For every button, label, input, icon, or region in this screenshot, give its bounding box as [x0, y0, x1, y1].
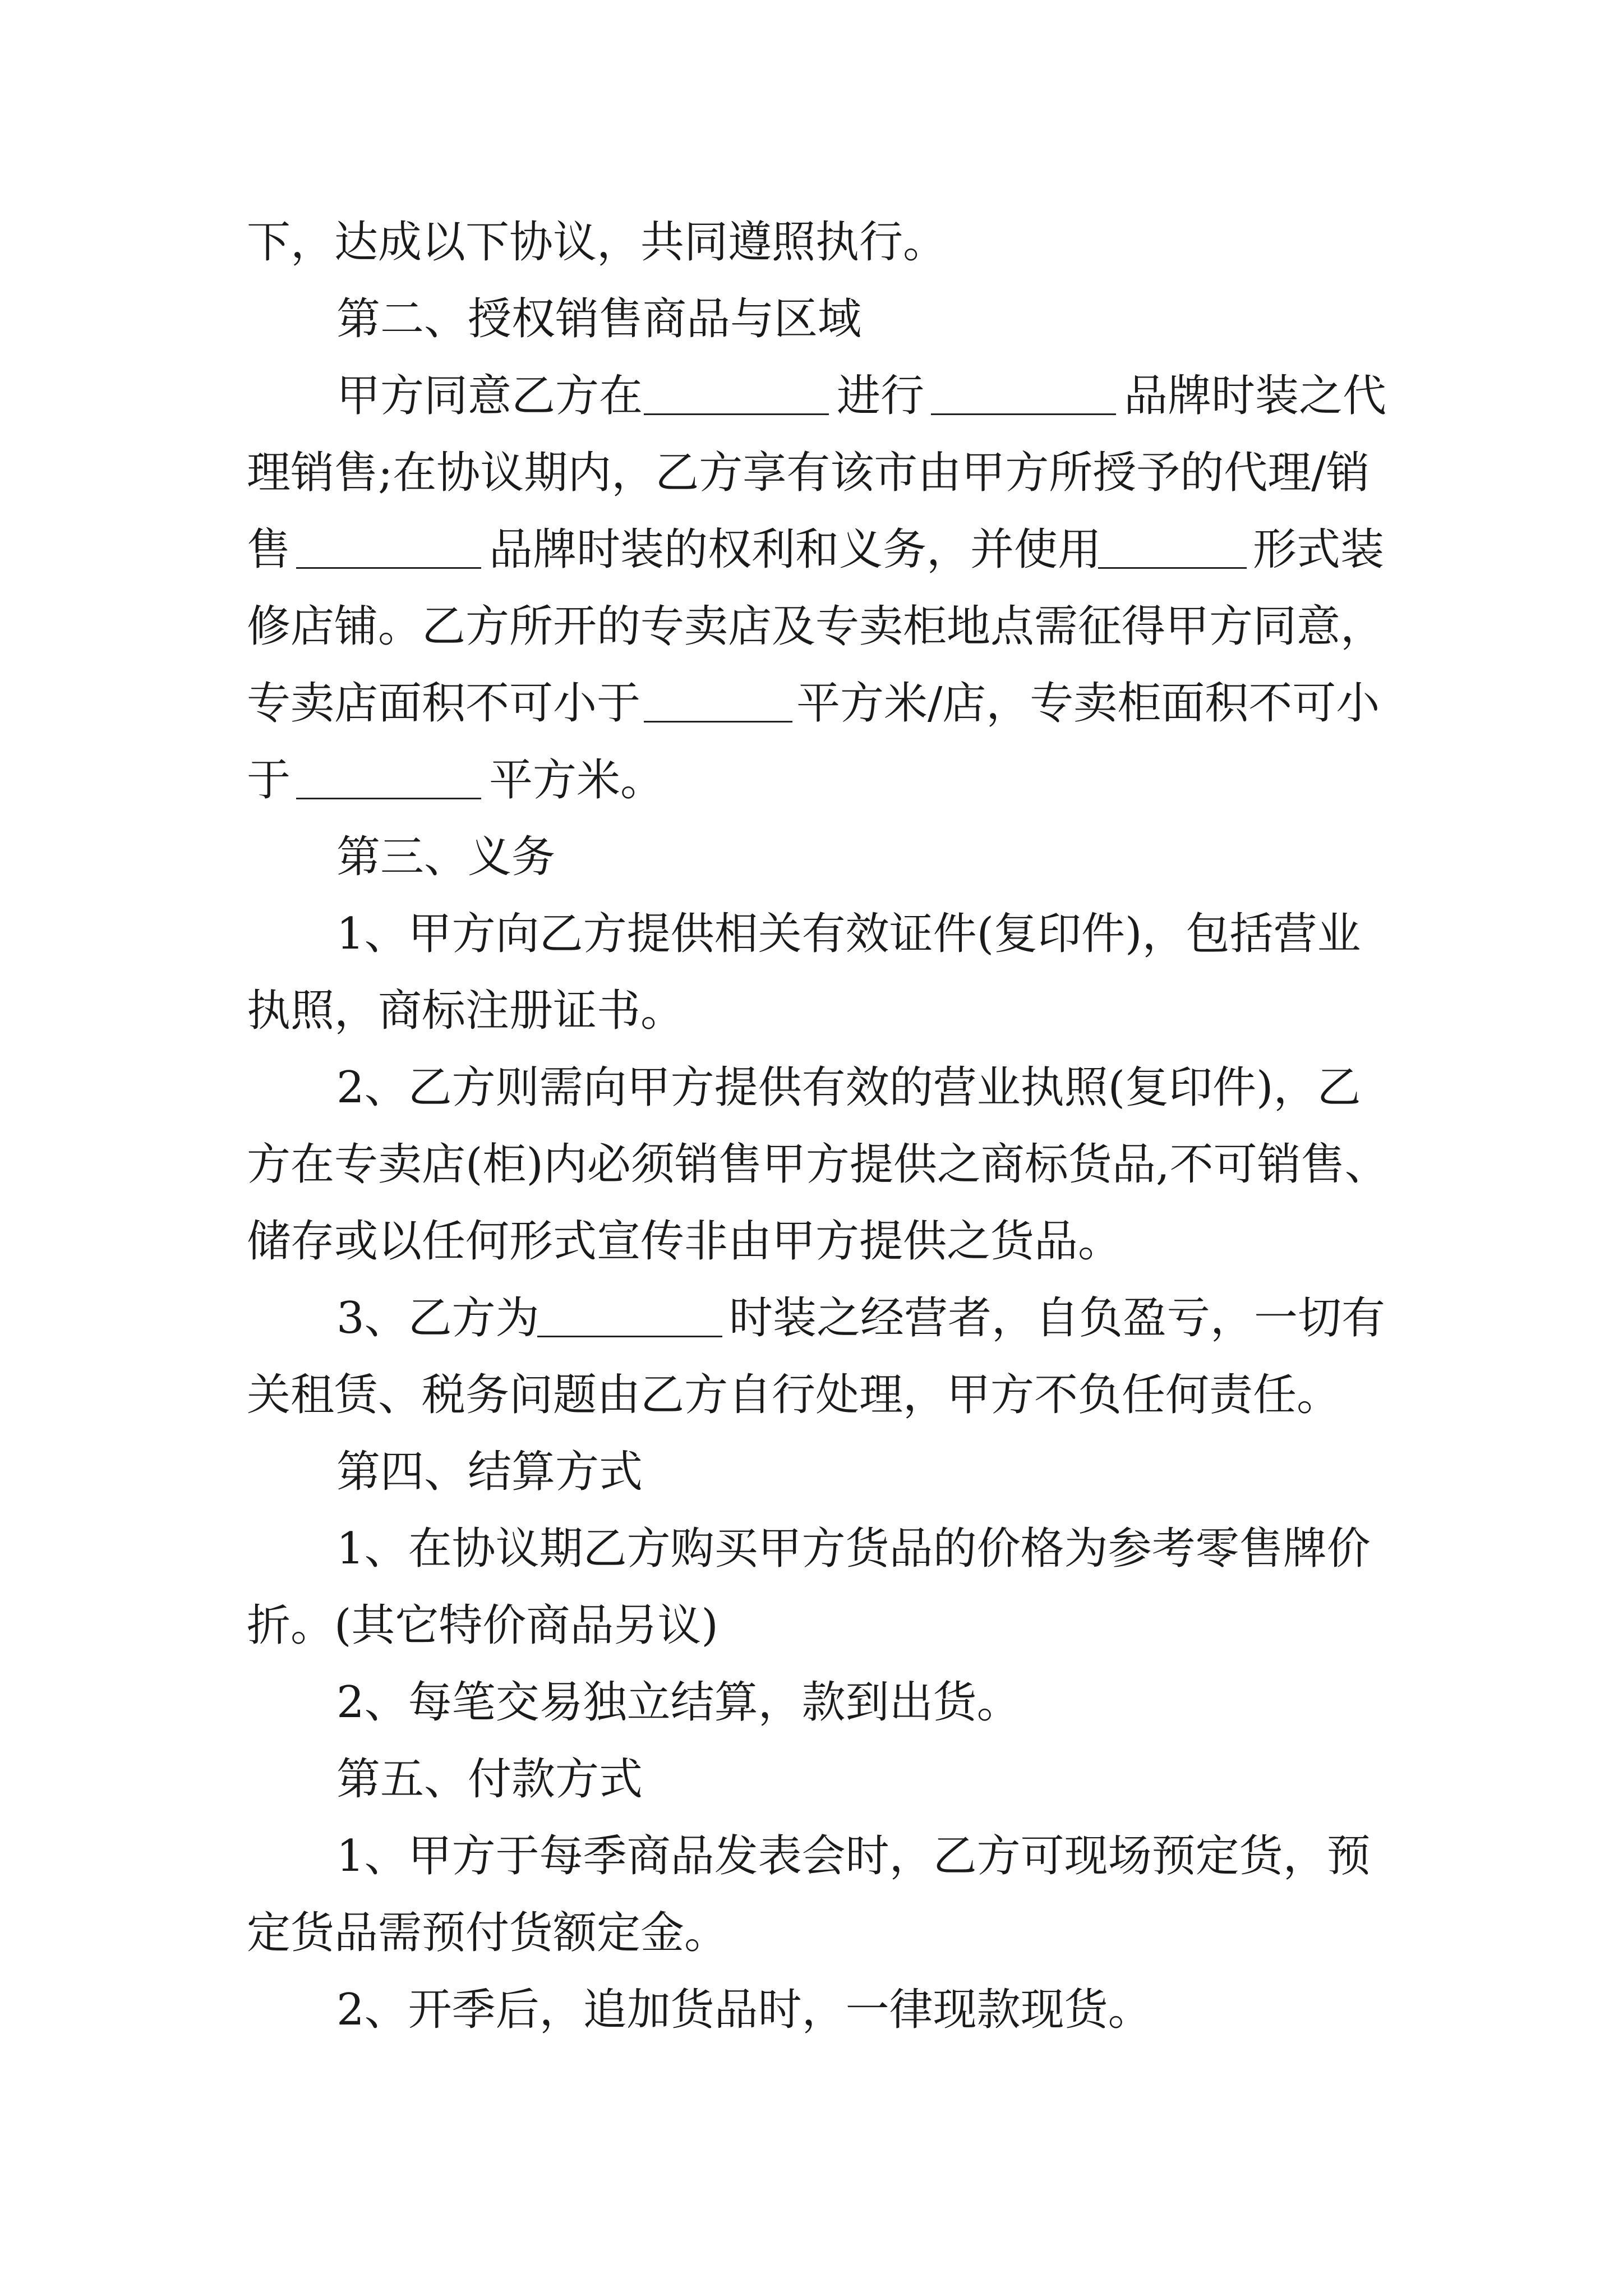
text-segment: 方在专卖店(柜)内必须销售甲方提供之商标货品,不可销售、 — [247, 1139, 1389, 1190]
blank-underline — [931, 413, 1116, 415]
text-segment: 修店铺。乙方所开的专卖店及专卖柜地点需征得甲方同意， — [247, 601, 1385, 652]
blank-underline — [537, 1336, 722, 1337]
text-segment: 2、开季后，追加货品时，一律现款现货。 — [336, 1985, 1152, 2035]
text-segment: 形式装 — [1253, 524, 1385, 575]
section-heading — [0, 826, 1623, 888]
paragraph-line — [0, 1902, 1623, 1964]
text-segment: 2、乙方则需向甲方提供有效的营业执照(复印件)，乙 — [336, 1062, 1361, 1113]
paragraph-line — [0, 1364, 1623, 1426]
paragraph-line — [0, 1672, 1623, 1733]
text-segment: 执照，商标注册证书。 — [247, 986, 685, 1036]
text-segment: 甲方同意乙方在 — [336, 371, 643, 421]
text-segment: 于 — [247, 755, 291, 806]
paragraph-line — [0, 365, 1623, 427]
text-segment: 平方米。 — [489, 755, 665, 806]
paragraph-line — [0, 519, 1623, 581]
text-segment: 第四、结算方式 — [336, 1447, 643, 1497]
text-segment: 下，达成以下协议，共同遵照执行。 — [247, 217, 947, 268]
text-segment: 定货品需预付货额定金。 — [247, 1908, 728, 1958]
paragraph-line — [0, 1979, 1623, 2041]
paragraph-line — [0, 1825, 1623, 1887]
text-segment: 3、乙方为 — [336, 1293, 540, 1343]
blank-underline — [1098, 567, 1247, 569]
text-segment: 第三、义务 — [336, 832, 556, 882]
text-segment: 第二、授权销售商品与区域 — [336, 294, 862, 344]
blank-underline — [296, 567, 481, 569]
paragraph-line — [0, 673, 1623, 734]
paragraph-line — [0, 1057, 1623, 1119]
text-segment: 进行 — [837, 371, 925, 421]
paragraph-line — [0, 1211, 1623, 1272]
section-heading — [0, 1441, 1623, 1503]
paragraph-line — [0, 1518, 1623, 1580]
text-segment: 平方米/店，专卖柜面积不可小 — [796, 678, 1380, 729]
paragraph-line — [0, 749, 1623, 811]
text-segment: 品牌时装之代 — [1124, 371, 1387, 421]
section-heading — [0, 1749, 1623, 1810]
paragraph-line — [0, 1595, 1623, 1657]
blank-underline — [644, 721, 792, 723]
text-segment: 1、甲方向乙方提供相关有效证件(复印件)，包括营业 — [336, 909, 1361, 959]
text-segment: 第五、付款方式 — [336, 1754, 643, 1805]
paragraph-line — [0, 442, 1623, 504]
paragraph-line — [0, 1287, 1623, 1349]
text-segment: 品牌时装的权利和义务，并使用 — [489, 524, 1102, 575]
blank-underline — [296, 798, 481, 799]
text-segment: 1、甲方于每季商品发表会时，乙方可现场预定货，预 — [336, 1831, 1371, 1881]
text-segment: 储存或以任何形式宣传非由甲方提供之货品。 — [247, 1216, 1122, 1267]
paragraph-line — [0, 980, 1623, 1042]
text-segment: 专卖店面积不可小于 — [247, 678, 641, 729]
blank-underline — [644, 413, 829, 415]
paragraph-line — [0, 1134, 1623, 1195]
text-segment: 1、在协议期乙方购买甲方货品的价格为参考零售牌价 — [336, 1524, 1371, 1574]
text-segment: 折。(其它特价商品另议) — [247, 1600, 718, 1651]
text-segment: 售 — [247, 524, 291, 575]
text-segment: 时装之经营者，自负盈亏，一切有 — [729, 1293, 1386, 1343]
text-segment: 理销售;在协议期内，乙方享有该市由甲方所授予的代理/销 — [247, 448, 1370, 498]
text-segment: 2、每笔交易独立结算，款到出货。 — [336, 1677, 1021, 1728]
section-heading — [0, 288, 1623, 350]
text-segment: 关租赁、税务问题由乙方自行处理，甲方不负任何责任。 — [247, 1370, 1341, 1420]
paragraph-line — [0, 596, 1623, 657]
paragraph-line — [0, 903, 1623, 965]
paragraph-line — [0, 211, 1623, 273]
